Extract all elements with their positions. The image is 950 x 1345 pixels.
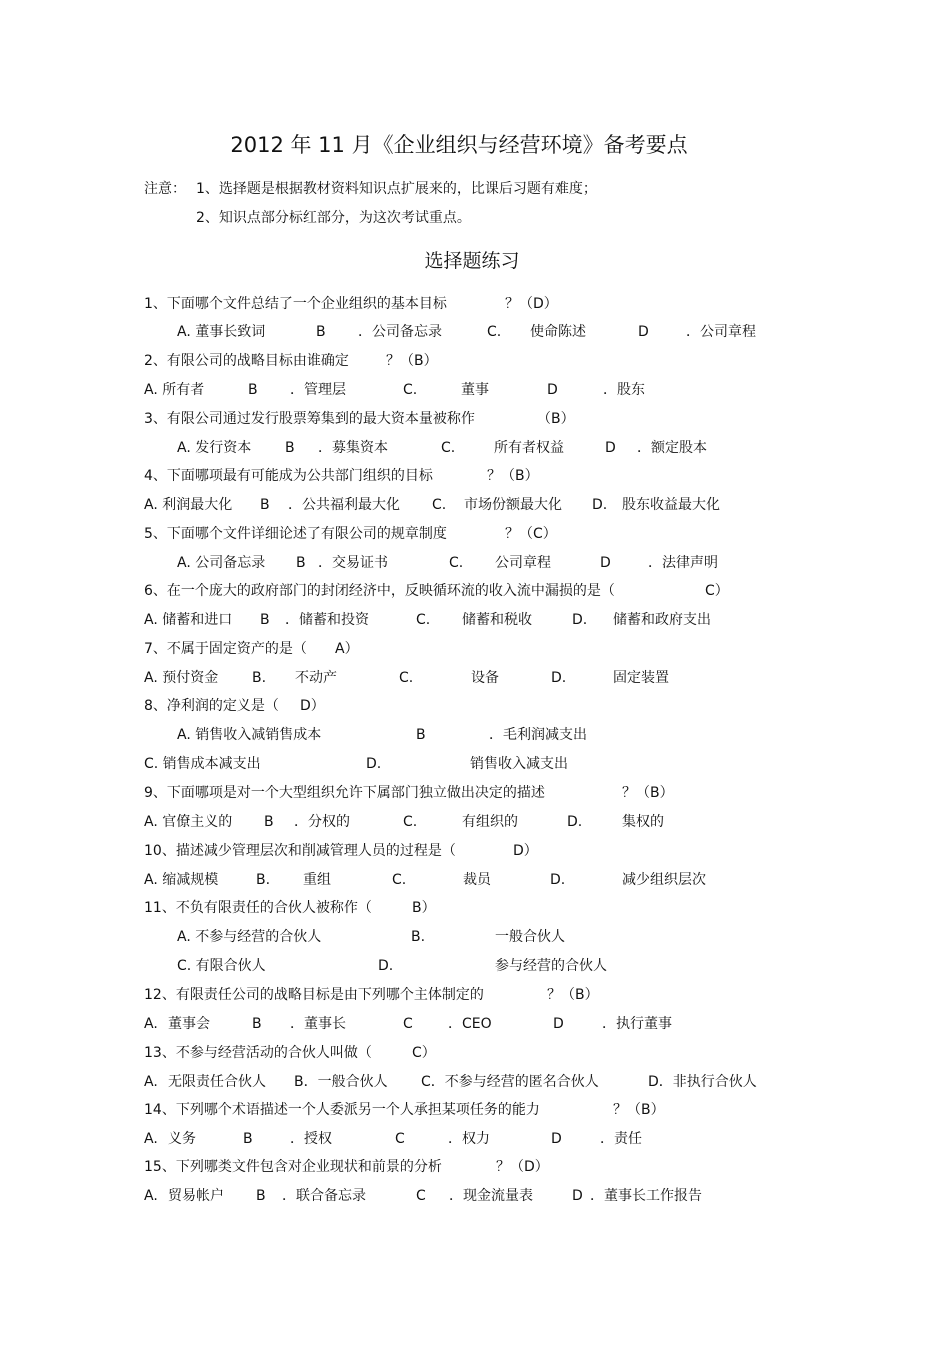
option: 一般合伙人	[495, 929, 565, 945]
option: ．额定股本	[637, 440, 707, 456]
option: 储蓄和税收	[462, 612, 532, 628]
option: C.	[432, 497, 447, 513]
option: 市场份额最大化	[464, 497, 562, 513]
option: 固定装置	[613, 670, 669, 686]
option: 使命陈述	[530, 324, 586, 340]
option: 储蓄和政府支出	[613, 612, 711, 628]
option: A. 储蓄和进口	[144, 612, 233, 628]
option: C	[403, 1016, 413, 1032]
question-answer: ？（B）	[622, 785, 674, 801]
option: B	[248, 382, 258, 398]
option: B	[260, 497, 270, 513]
question-answer: B）	[412, 900, 436, 916]
question-answer: ？（B）	[386, 353, 438, 369]
question-answer: A）	[335, 641, 359, 657]
option: B	[252, 1016, 262, 1032]
question-answer: C）	[412, 1045, 436, 1061]
option: D	[547, 382, 558, 398]
option: 集权的	[622, 814, 664, 830]
option: 无限责任合伙人	[168, 1074, 266, 1090]
option: ．毛利润减支出	[489, 727, 587, 743]
option: C.	[487, 324, 502, 340]
question-answer: D）	[300, 698, 325, 714]
option: ．权力	[448, 1131, 490, 1147]
option: A. 不参与经营的合伙人	[177, 929, 322, 945]
option: B	[296, 555, 306, 571]
question-answer: C）	[705, 583, 729, 599]
note-item-1: 1、选择题是根据教材资料知识点扩展来的，比课后习题有难度；	[196, 181, 597, 197]
option: D.	[592, 497, 608, 513]
option: ．授权	[290, 1131, 332, 1147]
question-stem: 2、有限公司的战略目标由谁确定	[144, 353, 349, 369]
option: C.	[399, 670, 414, 686]
option: D.	[366, 756, 382, 772]
option: C.	[449, 555, 464, 571]
question-answer: ？（B）	[547, 987, 599, 1003]
option: B	[243, 1131, 253, 1147]
option: 不动产	[295, 670, 337, 686]
option: C.	[416, 612, 431, 628]
option: 股东收益最大化	[622, 497, 720, 513]
option: B.	[411, 929, 426, 945]
option: 董事	[461, 382, 489, 398]
option: ．责任	[600, 1131, 642, 1147]
option: A. 所有者	[144, 382, 205, 398]
option: B.	[252, 670, 267, 686]
question-stem: 11、不负有限责任的合伙人被称作（	[144, 900, 372, 916]
question-stem: 13、不参与经营活动的合伙人叫做（	[144, 1045, 372, 1061]
option: C.	[441, 440, 456, 456]
option: ．分权的	[294, 814, 350, 830]
option: 贸易帐户	[168, 1188, 224, 1204]
option: C	[416, 1188, 426, 1204]
option: B．一般合伙人	[294, 1074, 388, 1090]
note-item-2: 2、知识点部分标红部分，为这次考试重点。	[196, 210, 471, 226]
question-stem: 8、净利润的定义是（	[144, 698, 279, 714]
option: ．公司备忘录	[358, 324, 442, 340]
option: B	[264, 814, 274, 830]
option: ．交易证书	[318, 555, 388, 571]
option: ．执行董事	[602, 1016, 672, 1032]
option: A.	[144, 1188, 158, 1204]
option: A. 董事长致词	[177, 324, 266, 340]
question-answer: ？（D）	[505, 296, 558, 312]
option: A.	[144, 1016, 158, 1032]
option: D.	[550, 872, 566, 888]
option: ．公共福利最大化	[288, 497, 400, 513]
option: 义务	[168, 1131, 196, 1147]
document-title: 2012 年 11 月《企业组织与经营环境》备考要点	[230, 133, 688, 157]
option: B	[260, 612, 270, 628]
option: B.	[256, 872, 271, 888]
option: D	[572, 1188, 583, 1204]
option: B	[256, 1188, 266, 1204]
option: 有组织的	[462, 814, 518, 830]
question-answer: ？（B）	[487, 468, 539, 484]
question-stem: 4、下面哪项最有可能成为公共部门组织的目标	[144, 468, 433, 484]
question-answer: D）	[513, 843, 538, 859]
option: A. 利润最大化	[144, 497, 233, 513]
option: A. 发行资本	[177, 440, 252, 456]
option: ．募集资本	[318, 440, 388, 456]
option: D	[605, 440, 616, 456]
option: 所有者权益	[494, 440, 564, 456]
option: A. 预付资金	[144, 670, 219, 686]
option: A. 公司备忘录	[177, 555, 266, 571]
option: A. 缩减规模	[144, 872, 219, 888]
option: C.	[392, 872, 407, 888]
option: C.	[403, 814, 418, 830]
option: 销售收入减支出	[470, 756, 568, 772]
section-title: 选择题练习	[424, 250, 520, 272]
question-answer: （B）	[537, 411, 575, 427]
option: D.	[567, 814, 583, 830]
question-stem: 6、在一个庞大的政府部门的封闭经济中，反映循环流的收入流中漏损的是（	[144, 583, 615, 599]
option: B	[416, 727, 426, 743]
question-stem: 15、下列哪类文件包含对企业现状和前景的分析	[144, 1159, 442, 1175]
option: C.	[403, 382, 418, 398]
question-stem: 12、有限责任公司的战略目标是由下列哪个主体制定的	[144, 987, 484, 1003]
option: ．董事长	[290, 1016, 346, 1032]
option: D	[638, 324, 649, 340]
option: ．现金流量表	[449, 1188, 533, 1204]
option: ．CEO	[448, 1016, 492, 1032]
option: 裁员	[463, 872, 491, 888]
option: D．非执行合伙人	[648, 1074, 757, 1090]
option: ．股东	[603, 382, 645, 398]
option: D.	[551, 670, 567, 686]
option: C. 销售成本减支出	[144, 756, 261, 772]
question-stem: 14、下列哪个术语描述一个人委派另一个人承担某项任务的能力	[144, 1102, 540, 1118]
option: B	[316, 324, 326, 340]
option: A. 销售收入减销售成本	[177, 727, 322, 743]
option: ．储蓄和投资	[285, 612, 369, 628]
option: D.	[572, 612, 588, 628]
option: C．不参与经营的匿名合伙人	[421, 1074, 599, 1090]
option: D.	[378, 958, 394, 974]
option: A.	[144, 1131, 158, 1147]
question-stem: 7、不属于固定资产的是（	[144, 641, 307, 657]
option: 董事会	[168, 1016, 210, 1032]
question-stem: 5、下面哪个文件详细论述了有限公司的规章制度	[144, 526, 447, 542]
question-stem: 9、下面哪项是对一个大型组织允许下属部门独立做出决定的描述	[144, 785, 545, 801]
option: ．公司章程	[686, 324, 756, 340]
option: B	[285, 440, 295, 456]
option: A.	[144, 1074, 158, 1090]
option: D	[551, 1131, 562, 1147]
option: D	[600, 555, 611, 571]
option: ．法律声明	[648, 555, 718, 571]
option: 重组	[303, 872, 331, 888]
option: ．管理层	[290, 382, 346, 398]
question-stem: 1、下面哪个文件总结了一个企业组织的基本目标	[144, 296, 447, 312]
option: C. 有限合伙人	[177, 958, 266, 974]
notes-label: 注意：	[144, 181, 186, 197]
option: 设备	[471, 670, 499, 686]
option: D	[553, 1016, 564, 1032]
option: A. 官僚主义的	[144, 814, 233, 830]
question-answer: ？（B）	[613, 1102, 665, 1118]
option: ．联合备忘录	[282, 1188, 366, 1204]
option: ．董事长工作报告	[590, 1188, 702, 1204]
option: 减少组织层次	[622, 872, 706, 888]
question-answer: ？（C）	[505, 526, 557, 542]
option: C	[395, 1131, 405, 1147]
option: 公司章程	[495, 555, 551, 571]
question-stem: 10、描述减少管理层次和削减管理人员的过程是（	[144, 843, 456, 859]
question-stem: 3、有限公司通过发行股票筹集到的最大资本量被称作	[144, 411, 475, 427]
question-answer: ？（D）	[496, 1159, 549, 1175]
option: 参与经营的合伙人	[495, 958, 607, 974]
